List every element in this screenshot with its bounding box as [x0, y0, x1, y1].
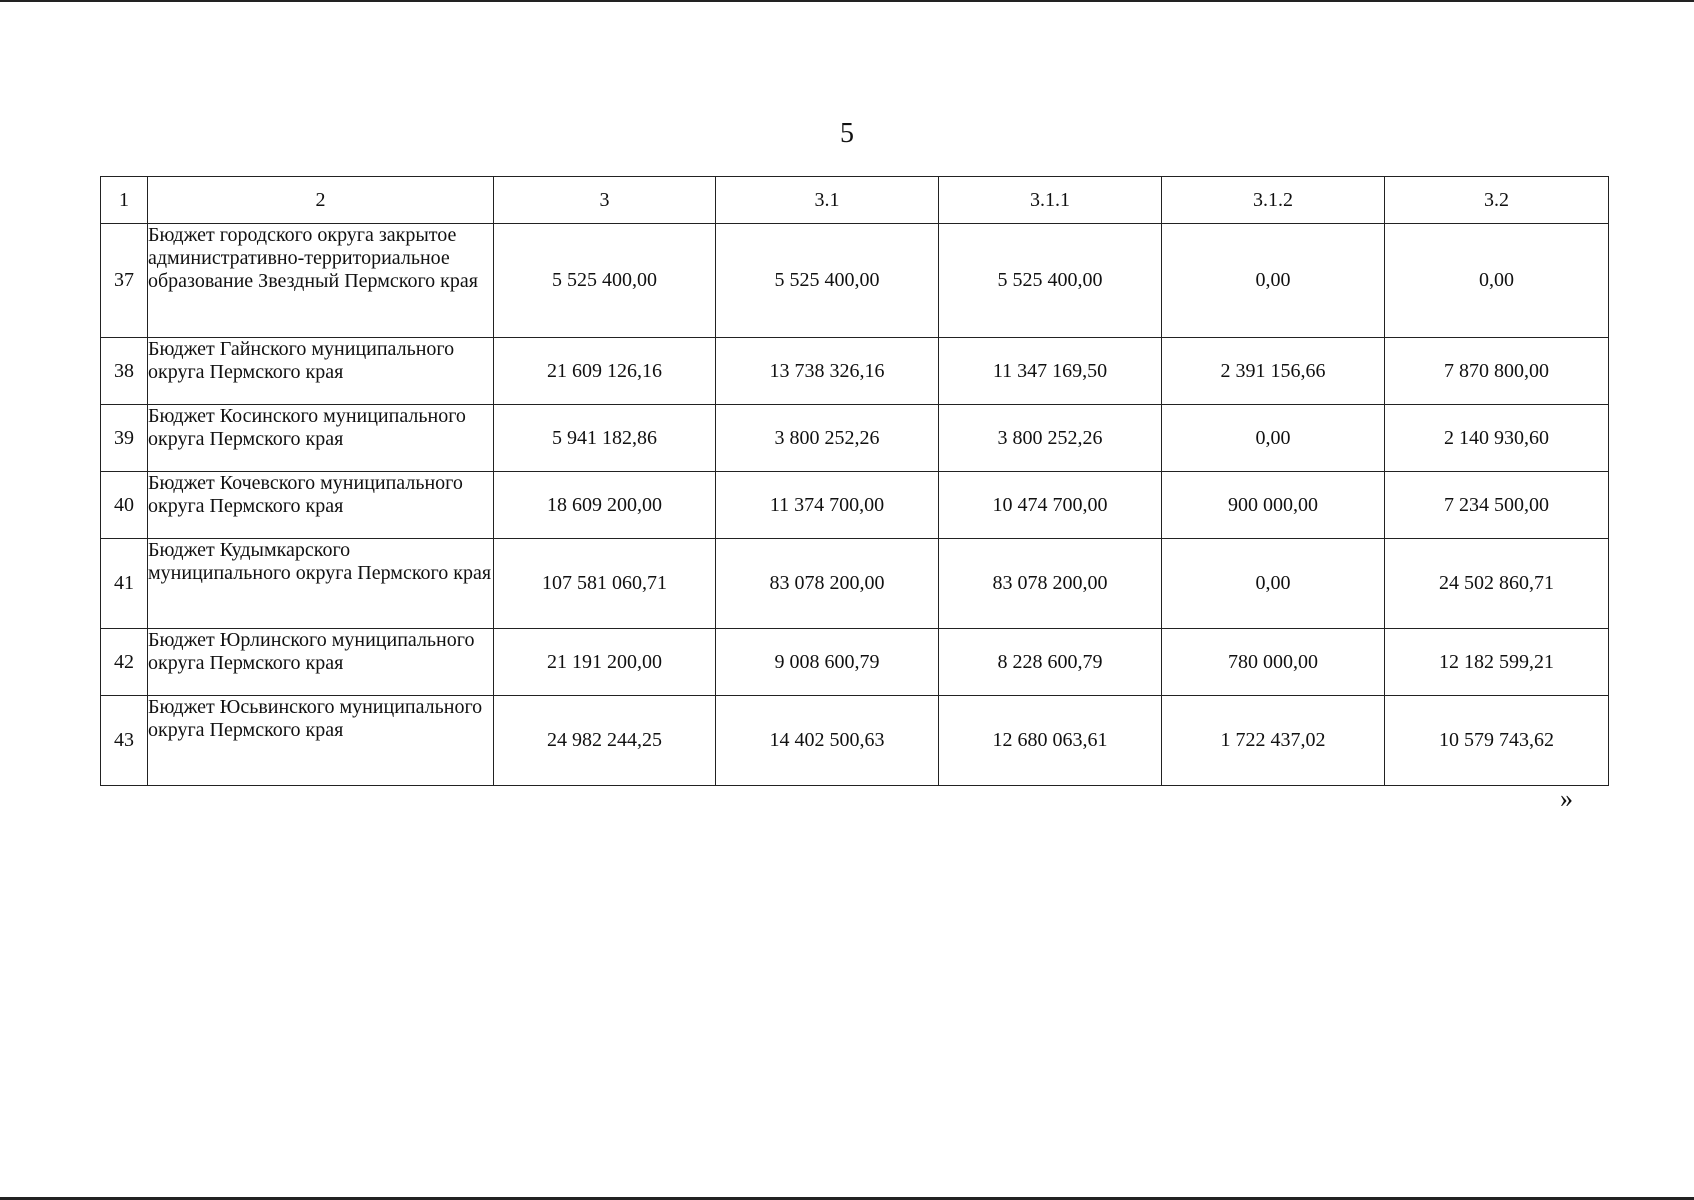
value-col-3-2: 10 579 743,62: [1385, 696, 1609, 786]
value-col-3-2: 24 502 860,71: [1385, 539, 1609, 629]
value-col-3-2: 0,00: [1385, 224, 1609, 338]
closing-quote-mark: »: [1560, 784, 1573, 813]
value-col-3-1-2: 0,00: [1162, 224, 1385, 338]
header-cell-col-1: 1: [101, 177, 148, 224]
header-cell-col-2: 2: [148, 177, 494, 224]
row-number: 42: [101, 629, 148, 696]
value-col-3-1-2: 780 000,00: [1162, 629, 1385, 696]
value-col-3: 18 609 200,00: [494, 472, 716, 539]
scan-edge-top: [0, 0, 1694, 2]
table-row: [101, 696, 1609, 786]
value-col-3-1: 9 008 600,79: [716, 629, 939, 696]
value-col-3: 24 982 244,25: [494, 696, 716, 786]
value-col-3-1: 11 374 700,00: [716, 472, 939, 539]
budget-name: Бюджет Юсьвинского муниципального округа Пермского края: [148, 696, 494, 786]
value-col-3-1-2: 900 000,00: [1162, 472, 1385, 539]
value-col-3-1: 83 078 200,00: [716, 539, 939, 629]
value-col-3-1: 13 738 326,16: [716, 338, 939, 405]
value-col-3-1-1: 11 347 169,50: [939, 338, 1162, 405]
value-col-3-1-1: 83 078 200,00: [939, 539, 1162, 629]
row-number: 43: [101, 696, 148, 786]
value-col-3-1-1: 12 680 063,61: [939, 696, 1162, 786]
header-cell-col-3: 3: [494, 177, 716, 224]
budget-name: Бюджет Кудымкарского муниципального округа Пермского края: [148, 539, 494, 629]
header-cell-col-3-2: 3.2: [1385, 177, 1609, 224]
value-col-3-2: 2 140 930,60: [1385, 405, 1609, 472]
header-cell-col-3-1-2: 3.1.2: [1162, 177, 1385, 224]
budget-name: Бюджет Юрлинского муниципального округа Пермского края: [148, 629, 494, 696]
value-col-3-1-1: 10 474 700,00: [939, 472, 1162, 539]
table-row: [101, 472, 1609, 539]
table-row: [101, 224, 1609, 338]
value-col-3-1: 3 800 252,26: [716, 405, 939, 472]
header-row: [101, 177, 1609, 224]
value-col-3: 5 941 182,86: [494, 405, 716, 472]
value-col-3-2: 7 234 500,00: [1385, 472, 1609, 539]
value-col-3-1-2: 0,00: [1162, 405, 1385, 472]
table-row: [101, 629, 1609, 696]
value-col-3-1-2: 0,00: [1162, 539, 1385, 629]
header-cell-col-3-1-1: 3.1.1: [939, 177, 1162, 224]
header-cell-col-3-1: 3.1: [716, 177, 939, 224]
value-col-3-1: 14 402 500,63: [716, 696, 939, 786]
row-number: 39: [101, 405, 148, 472]
table-row: [101, 405, 1609, 472]
value-col-3-1-2: 2 391 156,66: [1162, 338, 1385, 405]
row-number: 41: [101, 539, 148, 629]
budget-name: Бюджет Кочевского муниципального округа Пермского края: [148, 472, 494, 539]
row-number: 37: [101, 224, 148, 338]
value-col-3: 21 191 200,00: [494, 629, 716, 696]
value-col-3-2: 7 870 800,00: [1385, 338, 1609, 405]
value-col-3-1-1: 5 525 400,00: [939, 224, 1162, 338]
value-col-3: 21 609 126,16: [494, 338, 716, 405]
budget-table: [100, 176, 1609, 786]
value-col-3-1-2: 1 722 437,02: [1162, 696, 1385, 786]
budget-name: Бюджет Гайнского муниципального округа Пермского края: [148, 338, 494, 405]
budget-name: Бюджет городского округа закрытое административно-территориальное образование Звездный Пермского края: [148, 224, 494, 338]
value-col-3: 107 581 060,71: [494, 539, 716, 629]
page-number: 5: [840, 118, 854, 149]
budget-name: Бюджет Косинского муниципального округа Пермского края: [148, 405, 494, 472]
value-col-3-1-1: 3 800 252,26: [939, 405, 1162, 472]
row-number: 38: [101, 338, 148, 405]
row-number: 40: [101, 472, 148, 539]
value-col-3: 5 525 400,00: [494, 224, 716, 338]
value-col-3-1-1: 8 228 600,79: [939, 629, 1162, 696]
value-col-3-1: 5 525 400,00: [716, 224, 939, 338]
value-col-3-2: 12 182 599,21: [1385, 629, 1609, 696]
table-row: [101, 539, 1609, 629]
table-row: [101, 338, 1609, 405]
